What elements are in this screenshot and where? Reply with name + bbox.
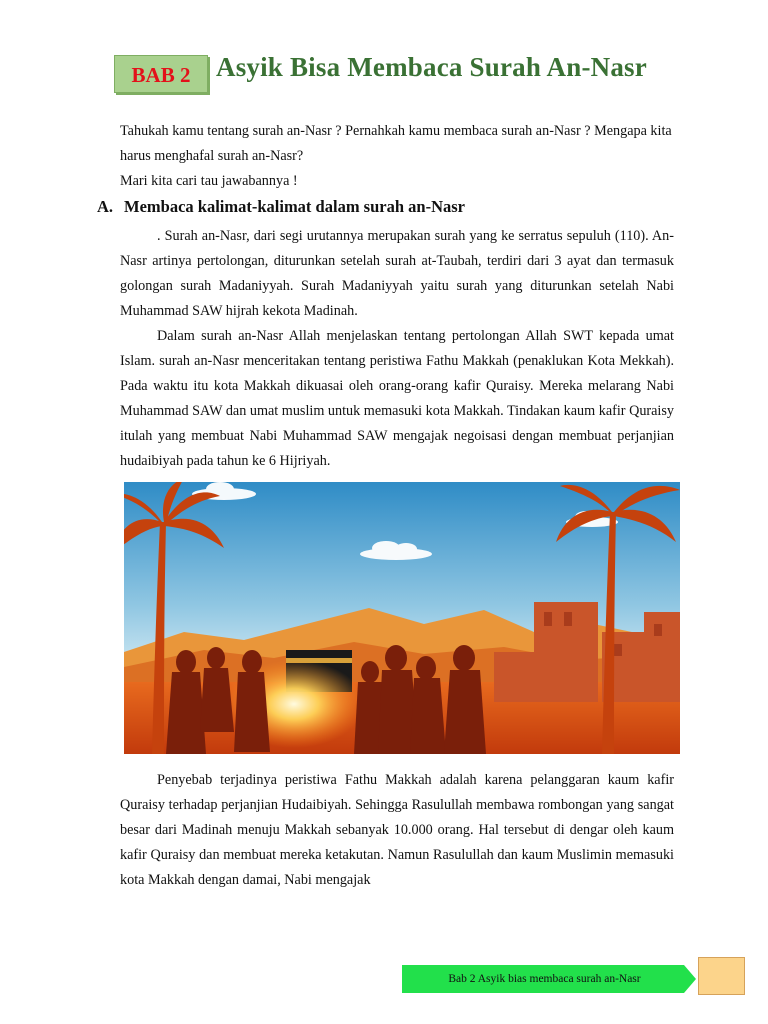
body-paragraph-2: Dalam surah an-Nasr Allah menjelaskan tentang pertolongan Allah SWT kepada umat Islam. surah an-Nasr menceritakan tentang peristiwa Fathu Makkah (penaklukan Kota Mekkah). Pada waktu itu kota Makkah dikuasai oleh orang-orang kafir Quraisy. Mereka melarang Nabi Muhammad SAW dan umat muslim untuk memasuki kota Makkah. Tindakan kaum kafir Quraisy itulah yang membuat Nabi Muhammad SAW mengajak negoisasi dengan membuat perjanjian hudaibiyah pada tahun ke 6 Hijriyah. [120,328,674,469]
fathu-makkah-illustration [124,482,680,754]
intro-invitation: Mari kita cari tau jawabannya ! [120,173,298,189]
page-title: Asyik Bisa Membaca Surah An-Nasr [216,52,647,82]
page-number-box [698,957,745,995]
section-number: A. [97,197,114,216]
intro-paragraph [120,119,674,194]
chapter-tag [114,55,208,93]
footer-label: Bab 2 Asyik bias membaca surah an-Nasr [448,973,641,985]
body-paragraph-3: Penyebab terjadinya peristiwa Fathu Makkah adalah karena pelanggaran kaum kafir Quraisy terhadap perjanjian Hudaibiyah. Sehingga Rasulullah membawa rombongan yang sangat besar dari Madinah menuju Makkah sebanyak 10.000 orang. Hal tersebut di dengar oleh kaum kafir Quraisy dan membuat mereka ketakutan. Namun Rasulullah dan kaum Muslimin memasuki kota Makkah dengan damai, Nabi mengajak [120,772,674,888]
intro-questions: Tahukah kamu tentang surah an-Nasr ? Pernahkah kamu membaca surah an-Nasr ? Mengapa kita harus menghafal surah an-Nasr? [120,123,672,164]
section-heading [97,197,465,217]
chapter-tag-label: BAB 2 [131,63,191,87]
section-title: Membaca kalimat-kalimat dalam surah an-Nasr [124,197,465,216]
body-paragraph-1: . Surah an-Nasr, dari segi urutannya merupakan surah yang ke serratus sepuluh (110). An-Nasr artinya pertolongan, diturunkan setelah surah at-Taubah, terdiri dari 3 ayat dan termasuk golongan surah Madaniyyah. Surah Madaniyyah yaitu surah yang diturunkan setelah Nabi Muhammad SAW hijrah kekota Madinah. [120,228,674,319]
